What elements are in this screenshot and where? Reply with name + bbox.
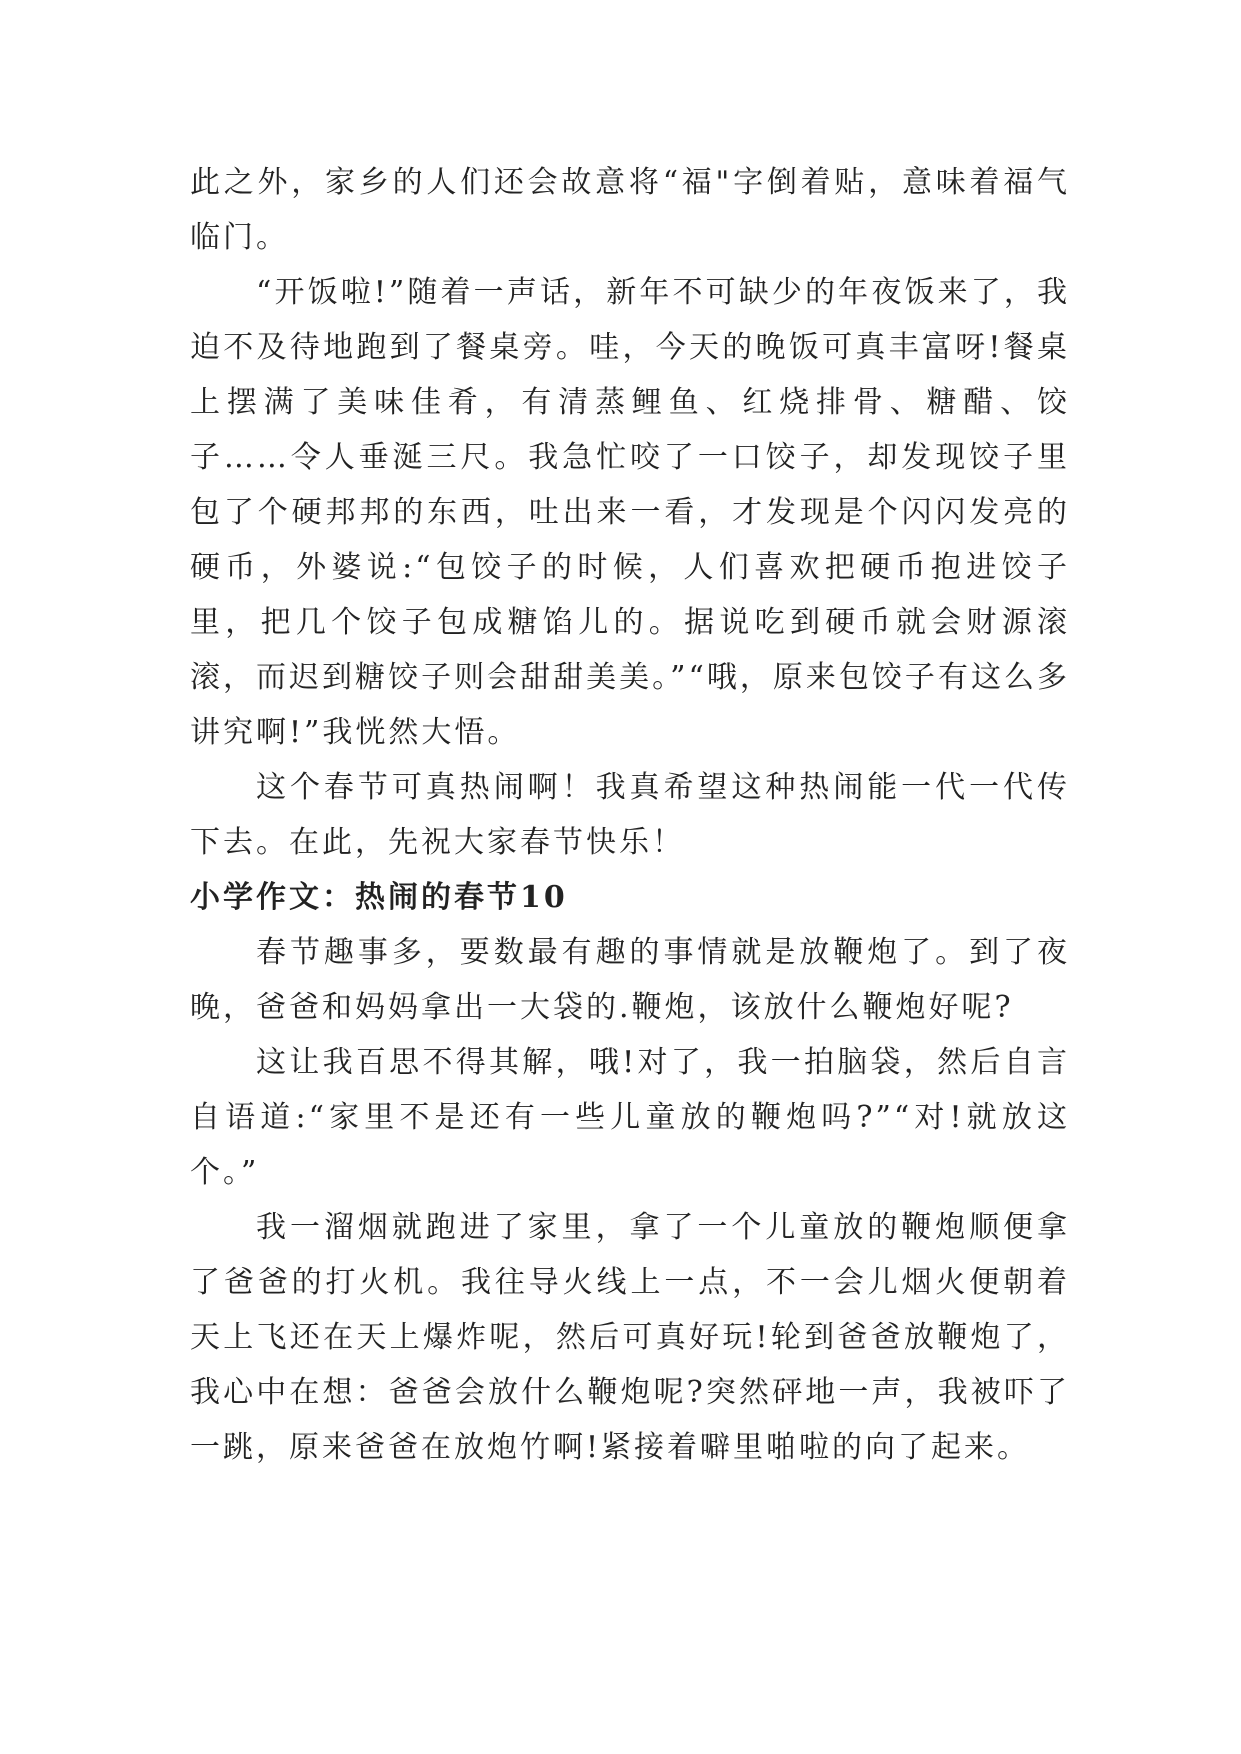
paragraph-firecracker-intro: 春节趣事多，要数最有趣的事情就是放鞭炮了。到了夜晚，爸爸和妈妈拿出一大袋的.鞭炮，该放什么鞭炮好呢?: [190, 935, 1070, 1025]
paragraph-fu-character: 此之外，家乡的人们还会故意将“福"字倒着贴，意味着福气临门。: [190, 165, 1070, 255]
section-title: 小学作文：热闹的春节10: [190, 880, 568, 915]
paragraph-new-year-dinner: “开饭啦!”随着一声话，新年不可缺少的年夜饭来了，我迫不及待地跑到了餐桌旁。哇，今天的晚饭可真丰富呀!餐桌上摆满了美味佳肴，有清蒸鲤鱼、红烧排骨、糖醋、饺子……令人垂涎三尺。我急忙咬了一口饺子，却发现饺子里包了个硬邦邦的东西，吐出来一看，才发现是个闪闪发亮的硬币，外婆说:“包饺子的时候，人们喜欢把硬币抱进饺子里，把几个饺子包成糖馅儿的。据说吃到硬币就会财源滚滚，而迟到糖饺子则会甜甜美美。”“哦，原来包饺子有这么多讲究啊!”我恍然大悟。: [190, 275, 1070, 750]
paragraph-firecracker-fun: 我一溜烟就跑进了家里，拿了一个儿童放的鞭炮顺便拿了爸爸的打火机。我往导火线上一点，不一会儿烟火便朝着天上飞还在天上爆炸呢，然后可真好玩!轮到爸爸放鞭炮了，我心中在想：爸爸会放什么鞭炮呢?突然砰地一声，我被吓了一跳，原来爸爸在放炮竹啊!紧接着噼里啪啦的向了起来。: [190, 1210, 1070, 1465]
paragraph-festival-wish: 这个春节可真热闹啊！我真希望这种热闹能一代一代传下去。在此，先祝大家春节快乐！: [190, 770, 1070, 860]
paragraph-firecracker-idea: 这让我百思不得其解，哦!对了，我一拍脑袋，然后自言自语道:“家里不是还有一些儿童放的鞭炮吗?”“对!就放这个。”: [190, 1045, 1070, 1190]
document-body: [190, 155, 1070, 1475]
